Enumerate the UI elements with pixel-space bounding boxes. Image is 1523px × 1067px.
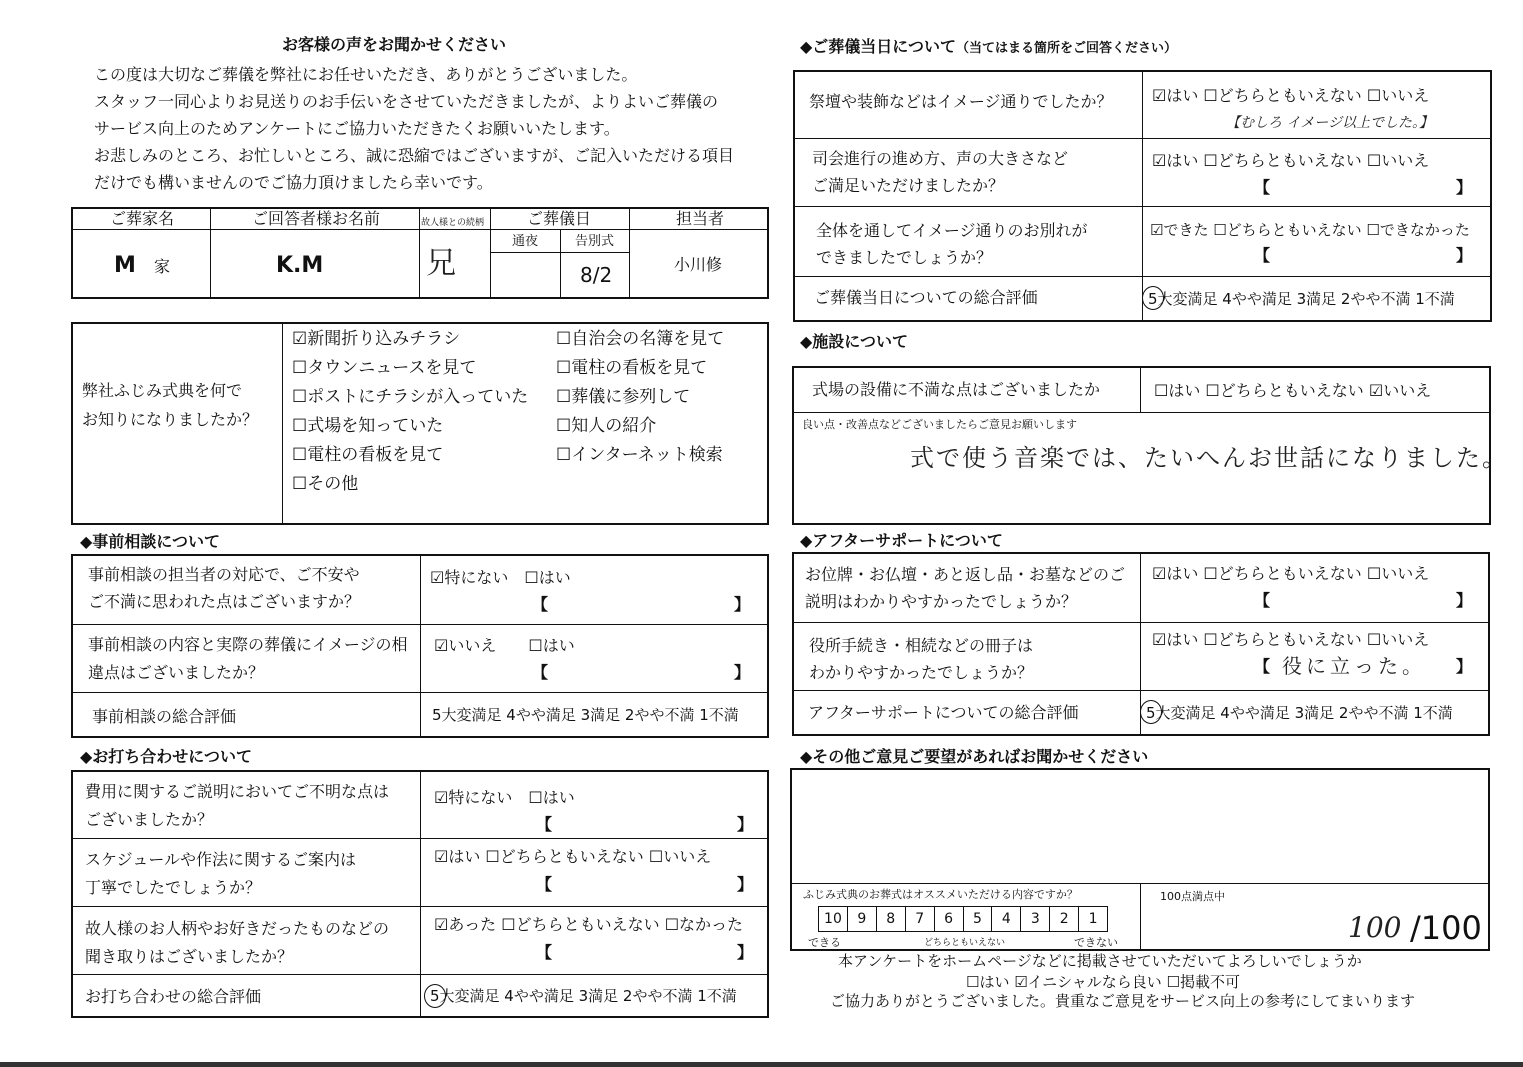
meeting-q3-line2: 聞き取りはございましたか？ bbox=[85, 947, 294, 966]
scale-label-mid: どちらともいえない bbox=[924, 938, 1006, 948]
facility-q1: 式場の設備に不満な点はございましたか bbox=[812, 380, 1101, 399]
meeting-rating[interactable]: 5大変満足 4やや満足 3満足 2やや不満 1不満 bbox=[430, 987, 737, 1005]
scale-8[interactable]: 8 bbox=[877, 907, 906, 931]
recommend-scale[interactable] bbox=[818, 906, 1108, 932]
checkbox-icon[interactable]: ☐ bbox=[292, 358, 308, 378]
after-q2-options[interactable]: ☑はい ☐どちらともいえない ☐いいえ bbox=[1152, 630, 1430, 649]
funeral-day-q3-comment-open: 【 bbox=[1254, 246, 1271, 265]
facility-note: 良い点・改善点などございましたらご意見お願いします bbox=[802, 418, 1077, 431]
funeral-day-q1-comment: 【むしろ イメージ以上でした。】 bbox=[1226, 115, 1434, 131]
family-initial: M bbox=[114, 253, 136, 278]
source-option-newspaper[interactable]: ☑新聞折り込みチラシ bbox=[292, 329, 461, 349]
after-rating[interactable]: 5大変満足 4やや満足 3満足 2やや不満 1不満 bbox=[1146, 704, 1453, 722]
source-option-neighborhood[interactable]: ☐自治会の名簿を見て bbox=[556, 329, 725, 349]
intro-line-1: この度は大切なご葬儀を弊社にお任せいただき、ありがとうございました。 bbox=[94, 65, 638, 84]
header-respondent: ご回答者様お名前 bbox=[252, 209, 381, 228]
funeral-day-q3-line2: できましたでしょうか？ bbox=[816, 248, 993, 267]
checkbox-icon[interactable]: ☐ bbox=[556, 358, 572, 378]
meeting-q1-options[interactable]: ☑特にない ☐はい bbox=[434, 788, 575, 807]
intro-line-5: だけでも構いませんのでご協力頂けましたら幸いです。 bbox=[94, 173, 493, 192]
scale-label-right: できない bbox=[1074, 936, 1118, 949]
publish-options[interactable]: ☐はい ☑イニシャルなら良い ☐掲載不可 bbox=[966, 973, 1240, 991]
header-funeral: 告別式 bbox=[575, 234, 615, 249]
selected-rating-circle-icon bbox=[424, 984, 446, 1008]
prior-q1-comment-open: 【 bbox=[532, 595, 549, 614]
prior-q2-line1: 事前相談の内容と実際の葬儀にイメージの相 bbox=[88, 635, 408, 654]
meeting-q4: お打ち合わせの総合評価 bbox=[85, 987, 262, 1006]
funeral-day-q3-options[interactable]: ☑できた ☐どちらともいえない ☐できなかった bbox=[1150, 221, 1470, 239]
meeting-q3-comment-close: 】 bbox=[737, 943, 754, 962]
after-q1-comment-close: 】 bbox=[1456, 591, 1473, 610]
meeting-q3-comment-open: 【 bbox=[536, 943, 553, 962]
prior-q1-options[interactable]: ☑特にない ☐はい bbox=[430, 568, 571, 587]
facility-comment: 式で使う音楽では、たいへんお世話になりました。 bbox=[910, 444, 1508, 472]
after-q2-line1: 役所手続き・相続などの冊子は bbox=[809, 636, 1034, 655]
checkbox-icon[interactable]: ☐ bbox=[556, 387, 572, 407]
meeting-q1-comment-close: 】 bbox=[737, 815, 754, 834]
funeral-day-q2-line2: ご満足いただけましたか？ bbox=[812, 176, 1005, 195]
meeting-q2-comment-open: 【 bbox=[536, 875, 553, 894]
scale-2[interactable]: 2 bbox=[1050, 907, 1079, 931]
thanks-message: ご協力ありがとうございました。貴重なご意見をサービス向上の参考にしてまいります bbox=[830, 992, 1416, 1010]
other-section-title: ◆その他ご意見ご要望があればお聞かせください bbox=[800, 747, 1149, 766]
info-table bbox=[71, 207, 769, 299]
meeting-q3-line1: 故人様のお人柄やお好きだったものなどの bbox=[85, 919, 390, 938]
after-q2-comment-open: 【 bbox=[1254, 657, 1271, 676]
funeral-date-value: 8/2 bbox=[580, 263, 613, 287]
funeral-day-q2-line1: 司会進行の進め方、声の大きさなど bbox=[812, 149, 1069, 168]
checkbox-icon[interactable]: ☐ bbox=[292, 445, 308, 465]
source-option-venue[interactable]: ☐式場を知っていた bbox=[292, 416, 444, 436]
score-label: 100点満点中 bbox=[1160, 890, 1225, 903]
checkbox-icon[interactable]: ☐ bbox=[292, 387, 308, 407]
funeral-day-rating[interactable]: 5大変満足 4やや満足 3満足 2やや不満 1不満 bbox=[1148, 290, 1455, 308]
respondent-name: K.M bbox=[276, 253, 324, 278]
facility-q1-options[interactable]: ☐はい ☐どちらともいえない ☑いいえ bbox=[1154, 381, 1432, 400]
recommend-question: ふじみ式典のお葬式はオススメいただける内容ですか？ bbox=[803, 888, 1078, 901]
source-option-flyer[interactable]: ☐ポストにチラシが入っていた bbox=[292, 387, 529, 407]
meeting-q2-options[interactable]: ☑はい ☐どちらともいえない ☐いいえ bbox=[434, 847, 712, 866]
scale-9[interactable]: 9 bbox=[848, 907, 877, 931]
selected-rating-circle-icon bbox=[1142, 286, 1164, 310]
checkbox-icon[interactable]: ☐ bbox=[292, 416, 308, 436]
source-question-2: お知りになりましたか？ bbox=[82, 410, 259, 429]
after-q1-comment-open: 【 bbox=[1254, 591, 1271, 610]
prior-q2-line2: 違点はございましたか？ bbox=[88, 663, 265, 682]
checkbox-icon[interactable]: ☐ bbox=[556, 329, 572, 349]
meeting-q1-line2: ございましたか？ bbox=[85, 810, 214, 829]
meeting-q2-line2: 丁寧でしたでしょうか？ bbox=[85, 878, 262, 897]
meeting-q3-options[interactable]: ☑あった ☐どちらともいえない ☐なかった bbox=[434, 915, 744, 934]
score-total: /100 bbox=[1410, 909, 1482, 947]
funeral-day-section-title: ◆ご葬儀当日について（当てはまる箇所をご回答ください） bbox=[800, 37, 1178, 56]
after-q2-comment-close: 】 bbox=[1456, 657, 1473, 676]
funeral-day-q1: 祭壇や装飾などはイメージ通りでしたか？ bbox=[809, 92, 1113, 111]
score-value: 100 bbox=[1348, 911, 1402, 944]
funeral-day-q4: ご葬儀当日についての総合評価 bbox=[814, 288, 1038, 307]
after-section-title: ◆アフターサポートについて bbox=[800, 531, 1003, 550]
checkbox-icon[interactable]: ☐ bbox=[556, 445, 572, 465]
source-option-other[interactable]: ☐その他 bbox=[292, 474, 359, 494]
scale-label-left: できる bbox=[808, 936, 841, 949]
scale-10[interactable]: 10 bbox=[819, 907, 848, 931]
after-q1-line1: お位牌・お仏壇・あと返し品・お墓などのご bbox=[805, 565, 1126, 584]
after-q2-comment: 役に立った。 bbox=[1282, 654, 1426, 678]
checkbox-icon[interactable]: ☐ bbox=[556, 416, 572, 436]
intro-line-3: サービス向上のためアンケートにご協力いただきたくお願いいたします。 bbox=[94, 119, 620, 138]
scale-6[interactable]: 6 bbox=[935, 907, 964, 931]
meeting-q2-line1: スケジュールや作法に関するご案内は bbox=[85, 850, 357, 869]
prior-q2-comment-open: 【 bbox=[532, 663, 549, 682]
header-wake: 通夜 bbox=[512, 234, 539, 249]
after-q1-options[interactable]: ☑はい ☐どちらともいえない ☐いいえ bbox=[1152, 564, 1430, 583]
prior-q2-comment-close: 】 bbox=[734, 663, 751, 682]
prior-q2-options[interactable]: ☑いいえ ☐はい bbox=[434, 636, 575, 655]
after-q2-line2: わかりやすかったでしょうか？ bbox=[809, 663, 1034, 682]
funeral-day-q2-comment-open: 【 bbox=[1254, 178, 1271, 197]
checked-checkbox-icon[interactable]: ☑ bbox=[292, 329, 308, 349]
meeting-q1-comment-open: 【 bbox=[536, 815, 553, 834]
staff-name: 小川修 bbox=[674, 255, 723, 274]
prior-q1-line1: 事前相談の担当者の対応で、ご不安や bbox=[88, 565, 360, 584]
funeral-day-q3-comment-close: 】 bbox=[1456, 246, 1473, 265]
intro-line-4: お悲しみのところ、お忙しいところ、誠に恐縮ではございますが、ご記入いただける項目 bbox=[94, 146, 735, 165]
meeting-section-title: ◆お打ち合わせについて bbox=[80, 747, 252, 766]
relation-value: 兄 bbox=[426, 246, 456, 281]
source-option-referral[interactable]: ☐知人の紹介 bbox=[556, 416, 657, 436]
funeral-day-q3-line1: 全体を通してイメージ通りのお別れが bbox=[816, 221, 1088, 240]
header-date: ご葬儀日 bbox=[527, 209, 592, 228]
page-title: お客様の声をお聞かせください bbox=[282, 35, 507, 54]
source-option-attended[interactable]: ☐葬儀に参列して bbox=[556, 387, 691, 407]
prior-rating[interactable]: 5大変満足 4やや満足 3満足 2やや不満 1不満 bbox=[432, 706, 739, 724]
prior-q1-comment-close: 】 bbox=[734, 595, 751, 614]
selected-rating-circle-icon bbox=[1140, 700, 1162, 724]
after-q3: アフターサポートについての総合評価 bbox=[808, 703, 1079, 722]
meeting-q2-comment-close: 】 bbox=[737, 875, 754, 894]
source-option-pole-sign-b[interactable]: ☐電柱の看板を見て bbox=[292, 445, 444, 465]
after-q1-line2: 説明はわかりやすかったでしょうか？ bbox=[805, 592, 1078, 611]
prior-q1-line2: ご不満に思われた点はございますか？ bbox=[88, 592, 361, 611]
intro-line-2: スタッフ一同心よりお見送りのお手伝いをさせていただきましたが、よりよいご葬儀の bbox=[94, 92, 719, 111]
source-option-internet[interactable]: ☐インターネット検索 bbox=[556, 445, 723, 465]
funeral-day-q1-options[interactable]: ☑はい ☐どちらともいえない ☐いいえ bbox=[1152, 86, 1430, 105]
header-staff: 担当者 bbox=[676, 209, 725, 228]
scale-3[interactable]: 3 bbox=[1021, 907, 1050, 931]
meeting-q1-line1: 費用に関するご説明においてご不明な点は bbox=[85, 782, 390, 801]
scale-1[interactable]: 1 bbox=[1088, 911, 1098, 927]
prior-section-title: ◆事前相談について bbox=[80, 532, 220, 551]
funeral-day-q2-comment-close: 】 bbox=[1456, 178, 1473, 197]
source-option-pole-sign-a[interactable]: ☐電柱の看板を見て bbox=[556, 358, 708, 378]
scale-4[interactable]: 4 bbox=[992, 907, 1021, 931]
source-question-1: 弊社ふじみ式典を何で bbox=[82, 381, 243, 400]
scan-edge bbox=[0, 1062, 1523, 1067]
scale-5[interactable]: 5 bbox=[964, 907, 993, 931]
facility-section-title: ◆施設について bbox=[800, 332, 908, 351]
scale-7[interactable]: 7 bbox=[906, 907, 935, 931]
checkbox-icon[interactable]: ☐ bbox=[292, 474, 308, 494]
source-option-townnews[interactable]: ☐タウンニュースを見て bbox=[292, 358, 477, 378]
family-suffix: 家 bbox=[154, 257, 171, 276]
prior-q3: 事前相談の総合評価 bbox=[92, 707, 237, 726]
publish-question: 本アンケートをホームページなどに掲載させていただいてよろしいでしょうか bbox=[838, 952, 1362, 970]
header-family: ご葬家名 bbox=[110, 209, 175, 228]
header-relation: 故人様との続柄 bbox=[421, 218, 485, 228]
funeral-day-q2-options[interactable]: ☑はい ☐どちらともいえない ☐いいえ bbox=[1152, 151, 1430, 170]
